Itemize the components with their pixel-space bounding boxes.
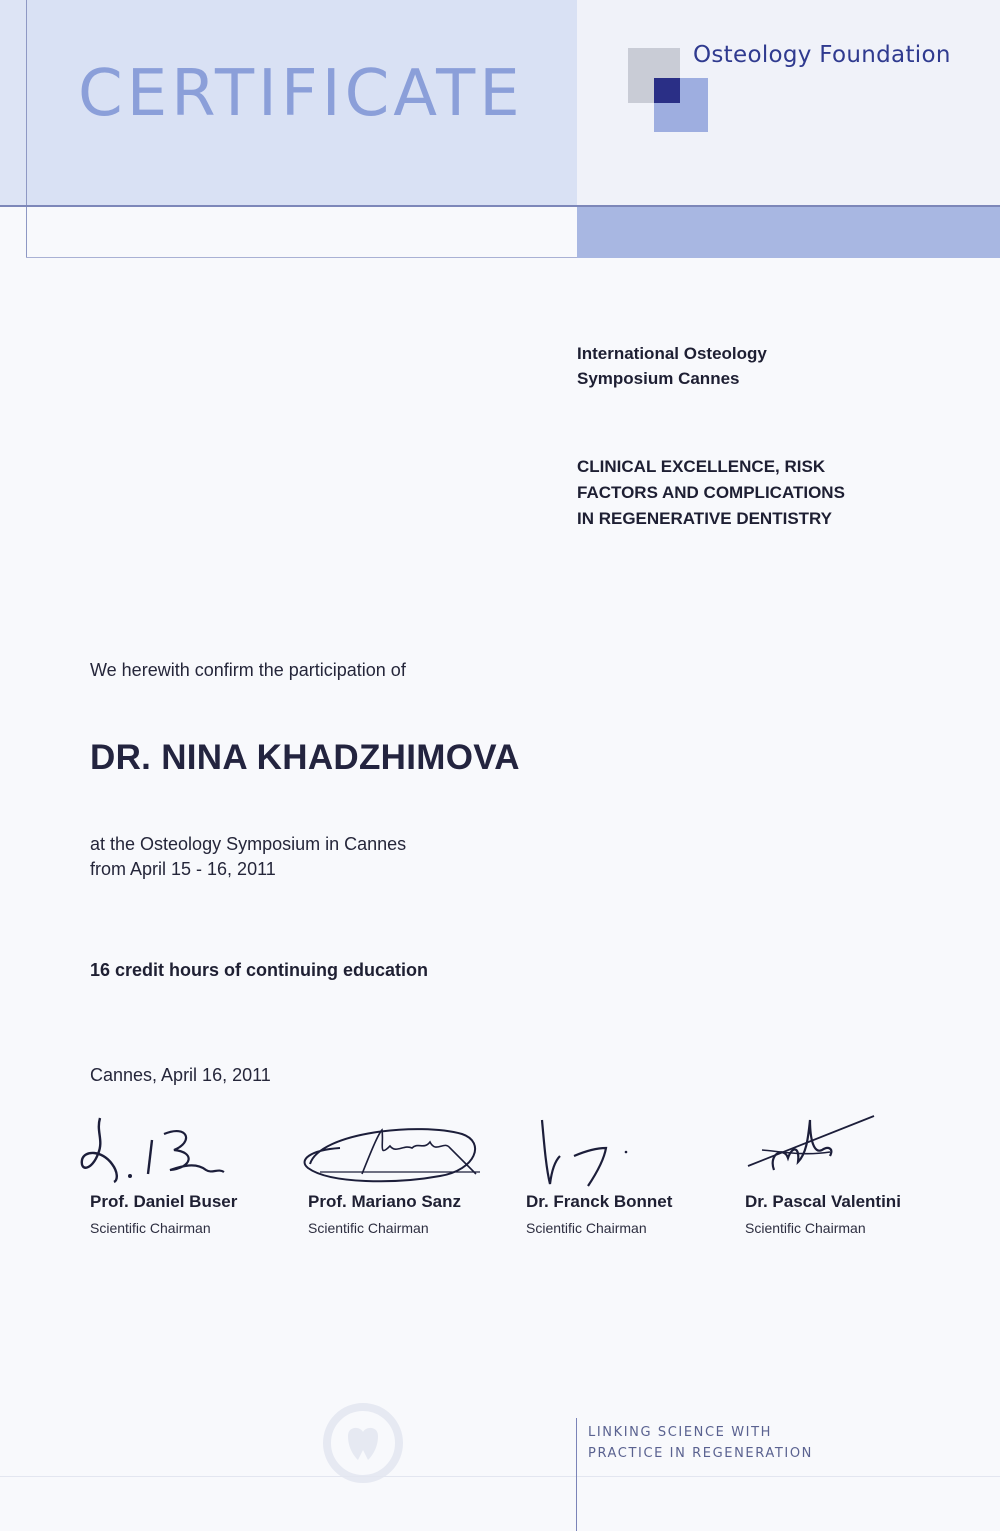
confirm-text: We herewith confirm the participation of bbox=[90, 660, 406, 680]
watermark-icon bbox=[318, 1398, 408, 1488]
signatory-name: Prof. Mariano Sanz bbox=[308, 1192, 462, 1211]
logo-square-dark bbox=[654, 78, 680, 103]
footer-divider bbox=[0, 1476, 1000, 1477]
signatory-role: Scientific Chairman bbox=[308, 1220, 429, 1236]
certificate-title: CERTIFICATE bbox=[78, 57, 524, 131]
place-date: Cannes, April 16, 2011 bbox=[90, 1065, 271, 1085]
event-details-line: from April 15 - 16, 2011 bbox=[90, 859, 276, 879]
event-topic-line: IN REGENERATIVE DENTISTRY bbox=[577, 509, 833, 528]
footer-tagline-line: PRACTICE IN REGENERATION bbox=[588, 1446, 813, 1461]
event-topic-line: CLINICAL EXCELLENCE, RISK bbox=[577, 457, 826, 476]
event-name-line: Symposium Cannes bbox=[577, 369, 740, 388]
signatory-name: Dr. Franck Bonnet bbox=[526, 1192, 673, 1211]
event-name bbox=[577, 341, 767, 391]
signatory-role: Scientific Chairman bbox=[90, 1220, 211, 1236]
footer-tagline bbox=[588, 1422, 813, 1464]
signatory bbox=[90, 1192, 305, 1236]
event-details-line: at the Osteology Symposium in Cannes bbox=[90, 834, 407, 854]
event-name-line: International Osteology bbox=[577, 344, 767, 363]
organization-name: Osteology Foundation bbox=[693, 42, 951, 68]
event-details bbox=[90, 832, 406, 882]
signatory bbox=[308, 1192, 523, 1236]
signatory bbox=[526, 1192, 741, 1236]
signature-sanz-icon bbox=[300, 1114, 490, 1194]
header-left-strip bbox=[0, 0, 26, 206]
signature-bonnet-icon bbox=[530, 1112, 640, 1192]
signature-buser-icon bbox=[78, 1110, 238, 1190]
event-topic bbox=[577, 454, 845, 532]
accent-bar bbox=[577, 207, 1000, 258]
signature-valentini-icon bbox=[744, 1106, 884, 1186]
signatory-name: Prof. Daniel Buser bbox=[90, 1192, 238, 1211]
signatory-name: Dr. Pascal Valentini bbox=[745, 1192, 901, 1211]
footer-tagline-line: LINKING SCIENCE WITH bbox=[588, 1425, 773, 1440]
header-underline bbox=[26, 257, 577, 258]
event-topic-line: FACTORS AND COMPLICATIONS bbox=[577, 483, 845, 502]
signatory-role: Scientific Chairman bbox=[526, 1220, 647, 1236]
signatory bbox=[745, 1192, 960, 1236]
footer-vertical-line bbox=[576, 1418, 577, 1531]
signatory-role: Scientific Chairman bbox=[745, 1220, 866, 1236]
credit-hours: 16 credit hours of continuing education bbox=[90, 960, 429, 980]
participant-name: DR. NINA KHADZHIMOVA bbox=[90, 738, 520, 777]
header-divider-vertical bbox=[26, 0, 27, 258]
